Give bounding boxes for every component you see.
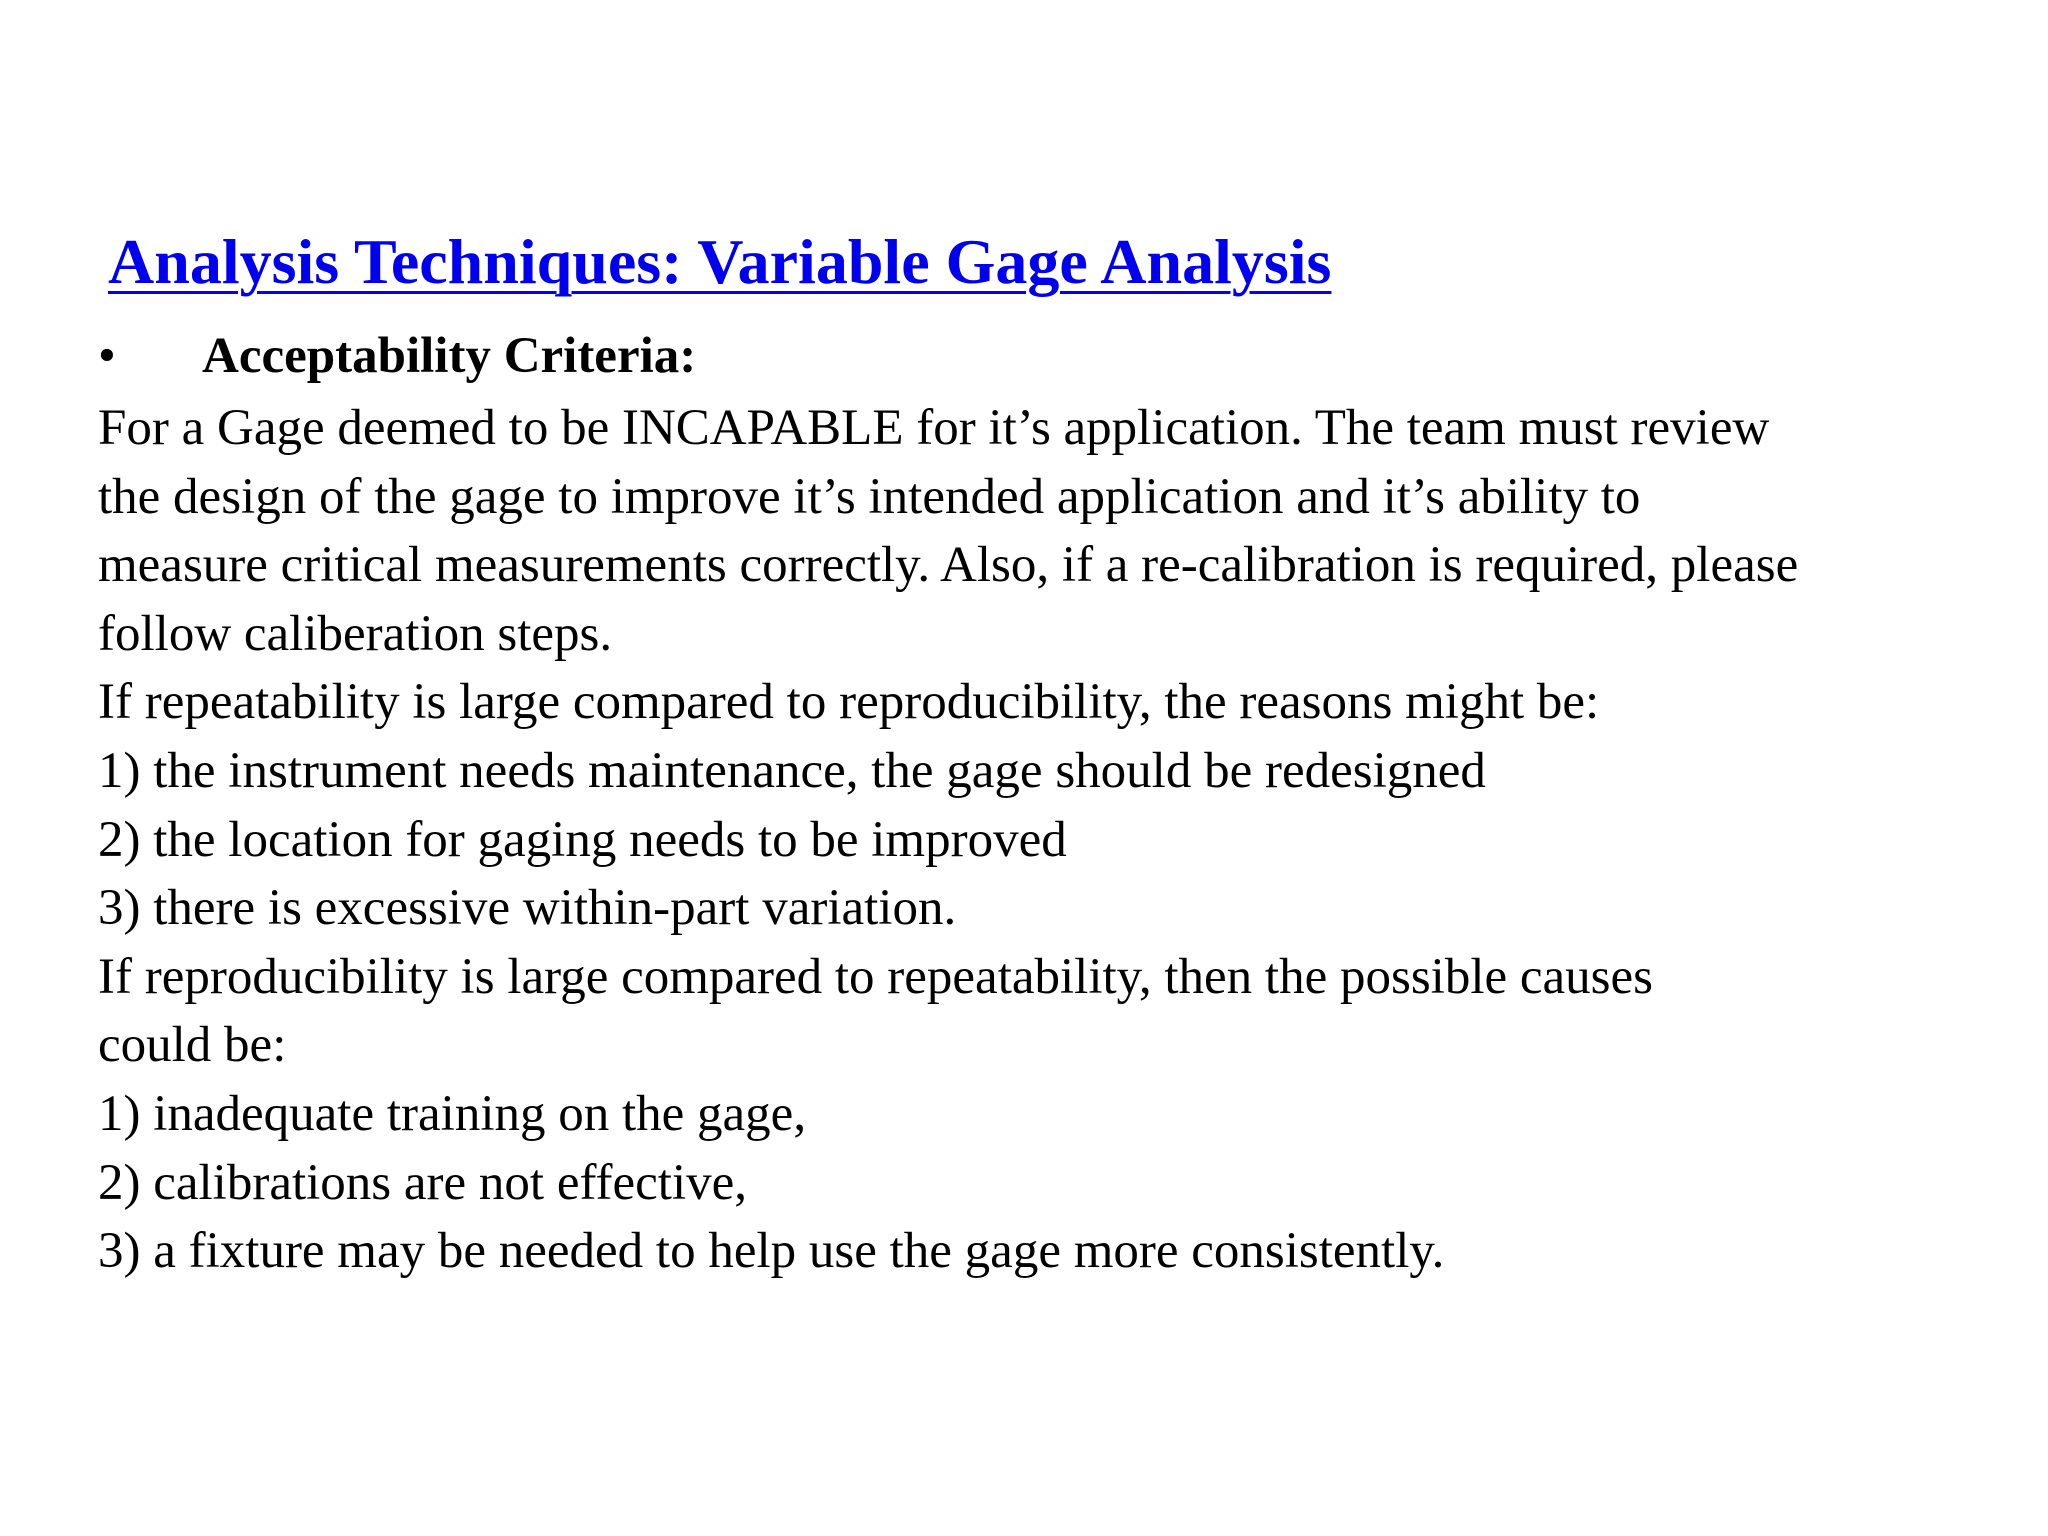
bullet-label: Acceptability Criteria: [202,328,697,384]
body-line: follow caliberation steps. [98,605,613,662]
list-item: 2) the location for gaging needs to be improved [98,811,1067,868]
body-line: For a Gage deemed to be INCAPABLE for it’s application. The team must review [98,400,1770,456]
body-text [98,394,2033,1286]
list-item: 1) the instrument needs maintenance, the gage should be redesigned [98,742,1486,799]
list-item: 3) a fixture may be needed to help use the gage more consistently. [98,1223,1445,1280]
list-item: 3) there is excessive within-part variation. [98,880,957,937]
slide-title: Analysis Techniques: Variable Gage Analysis [108,226,1332,297]
body-line: the design of the gage to improve it’s intended application and it’s ability to [98,468,1641,525]
bullet-icon: • [98,328,116,384]
list-item: 1) inadequate training on the gage, [98,1085,807,1142]
body-line: If repeatability is large compared to reproducibility, the reasons might be: [98,674,1600,731]
body-line: could be: [98,1017,287,1074]
body-line: measure critical measurements correctly. Also, if a re-calibration is required, please [98,537,1799,594]
body-line: If reproducibility is large compared to repeatability, then the possible causes [98,948,1654,1005]
list-item: 2) calibrations are not effective, [98,1154,748,1211]
